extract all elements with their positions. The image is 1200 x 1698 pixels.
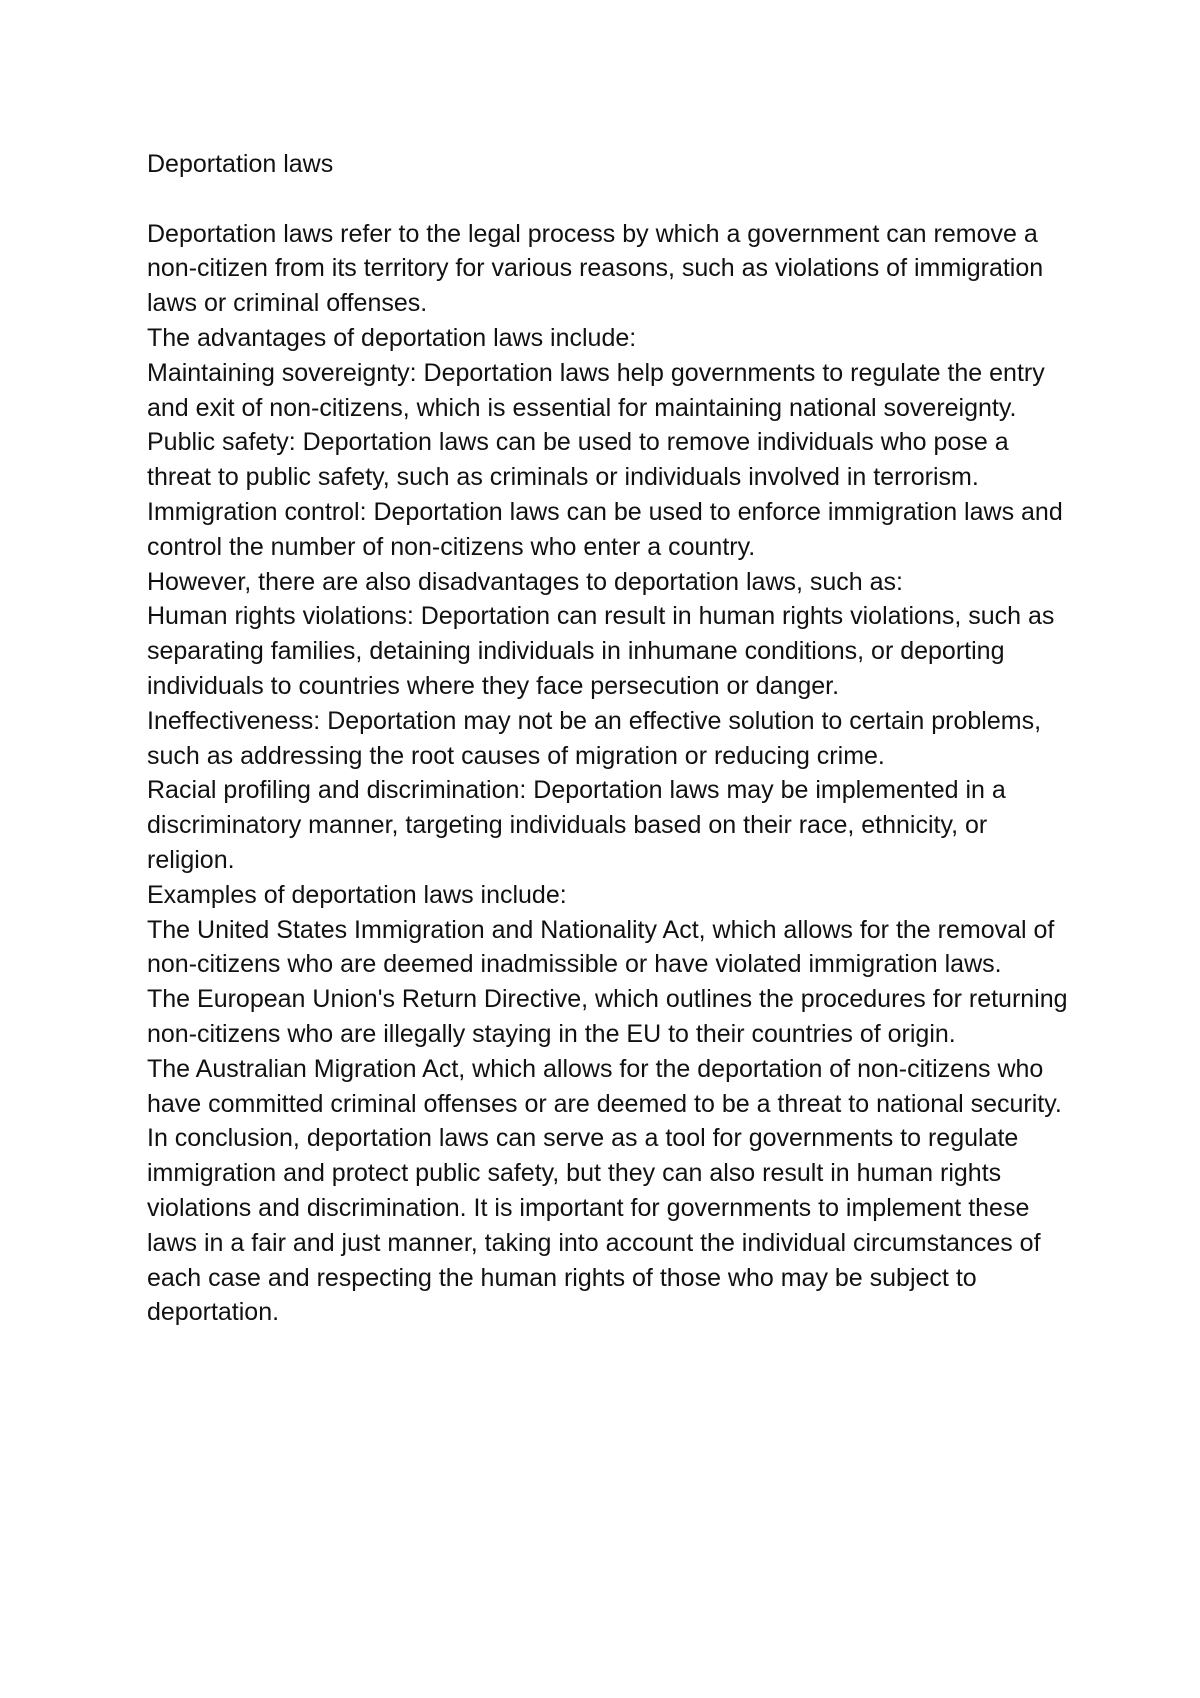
paragraph-racial-profiling: Racial profiling and discrimination: Deportation laws may be implemented in a discriminatory manner, targeting individuals based on their race, ethnicity, or religion. [147, 776, 1006, 874]
paragraph-eu-return-directive: The European Union's Return Directive, which outlines the procedures for returning non-citizens who are illegally staying in the EU to their countries of origin. [147, 985, 1068, 1048]
paragraph-australian-migration-act: The Australian Migration Act, which allows for the deportation of non-citizens who have committed criminal offenses or are deemed to be a threat to national security. [147, 1054, 1062, 1118]
paragraph-advantages-intro: The advantages of deportation laws include: [147, 323, 637, 352]
paragraph-disadvantages-intro: However, there are also disadvantages to deportation laws, such as: [147, 567, 903, 596]
paragraph-immigration-control: Immigration control: Deportation laws can be used to enforce immigration laws and control the number of non-citizens who enter a country. [147, 497, 1063, 561]
paragraph-maintaining-sovereignty: Maintaining sovereignty: Deportation laws help governments to regulate the entry and exit of non-citizens, which is essential for maintaining national sovereignty. [147, 358, 1045, 422]
paragraph-examples-intro: Examples of deportation laws include: [147, 880, 567, 909]
document-body [147, 147, 1077, 1330]
paragraph-us-immigration-act: The United States Immigration and Nationality Act, which allows for the removal of non-citizens who are deemed inadmissible or have violated immigration laws. [147, 915, 1055, 979]
document-title: Deportation laws [147, 150, 334, 178]
paragraph-ineffectiveness: Ineffectiveness: Deportation may not be an effective solution to certain problems, such as addressing the root causes of migration or reducing crime. [147, 706, 1042, 770]
paragraph-definition: Deportation laws refer to the legal process by which a government can remove a non-citizen from its territory for various reasons, such as violations of immigration laws or criminal offenses. [147, 219, 1044, 318]
blank-line [147, 182, 1077, 217]
paragraph-conclusion: In conclusion, deportation laws can serve as a tool for governments to regulate immigration and protect public safety, but they can also result in human rights violations and discrimination. It is important for governments to implement these laws in a fair and just manner, taking into account the individual circumstances of each case and respecting the human rights of those who may be subject to deportation. [147, 1124, 1041, 1327]
paragraph-public-safety: Public safety: Deportation laws can be used to remove individuals who pose a threat to public safety, such as criminals or individuals involved in terrorism. [147, 428, 1009, 492]
paragraph-human-rights-violations: Human rights violations: Deportation can result in human rights violations, such as separating families, detaining individuals in inhumane conditions, or deporting individuals to countries where they face persecution or danger. [147, 602, 1055, 700]
